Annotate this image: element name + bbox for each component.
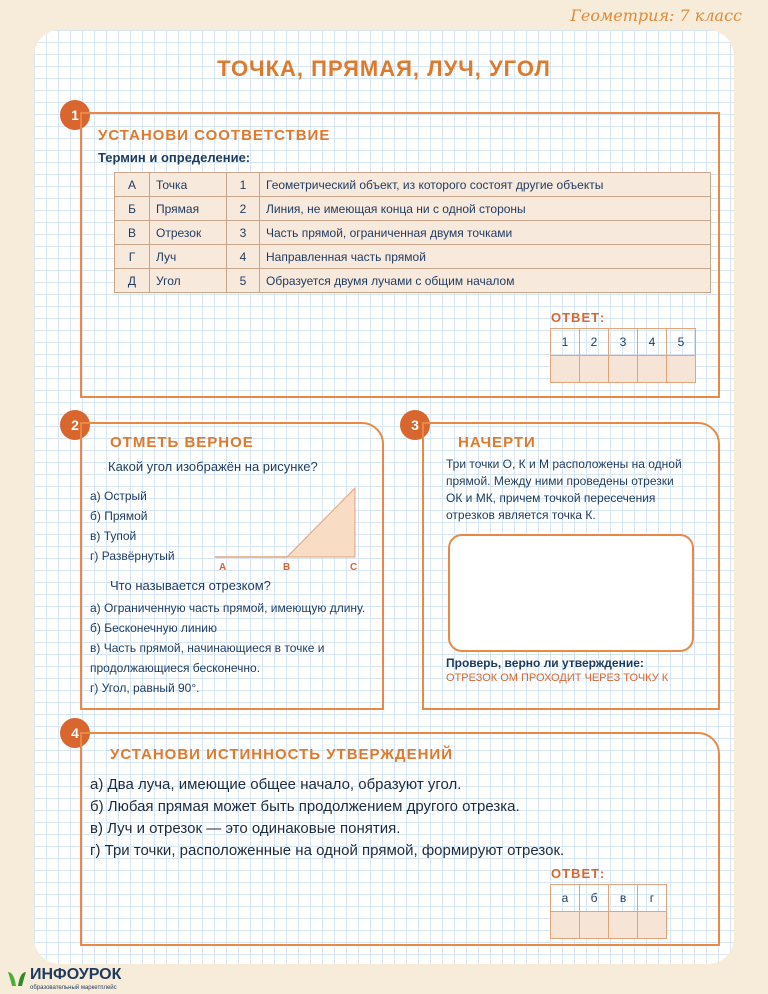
- logo-tagline: образовательный маркетплейс: [30, 985, 117, 991]
- term-definition: Образуется двумя лучами с общим началом: [260, 269, 711, 293]
- answer-header-cell: 4: [638, 329, 667, 356]
- statement-item: г) Три точки, расположенные на одной прямой, формируют отрезок.: [90, 842, 565, 859]
- q1-options: [90, 486, 175, 566]
- term-name: Луч: [150, 245, 227, 269]
- term-letter: Б: [115, 197, 150, 221]
- answer-input-cell[interactable]: [551, 912, 580, 939]
- term-letter: В: [115, 221, 150, 245]
- term-definition: Направленная часть прямой: [260, 245, 711, 269]
- answer-input-cell[interactable]: [638, 912, 667, 939]
- answer-grid-4[interactable]: [550, 884, 667, 939]
- section-2-title: ОТМЕТЬ ВЕРНОЕ: [110, 434, 254, 451]
- section-1-subtitle: Термин и определение:: [98, 150, 251, 165]
- answer-input-cell[interactable]: [580, 356, 609, 383]
- task-text-line: Три точки О, К и М расположены на одной: [446, 457, 682, 471]
- infourok-logo-icon: [6, 968, 28, 988]
- term-name: Отрезок: [150, 221, 227, 245]
- q2-options: [90, 598, 365, 698]
- statement-item: б) Любая прямая может быть продолжением другого отрезка.: [90, 798, 520, 815]
- statements-list: [90, 774, 564, 862]
- label-c: C: [350, 562, 358, 572]
- term-number: 4: [227, 245, 260, 269]
- section-1-title: УСТАНОВИ СООТВЕТСТВИЕ: [98, 127, 331, 144]
- statement-item: а) Два луча, имеющие общее начало, образуют угол.: [90, 776, 462, 793]
- answer-header-cell: г: [638, 885, 667, 912]
- answer-header-cell: в: [609, 885, 638, 912]
- section-badge-2: 2: [60, 410, 90, 440]
- answer-header-cell: 1: [551, 329, 580, 356]
- angle-triangle: [287, 488, 355, 557]
- answer-input-cell[interactable]: [609, 912, 638, 939]
- section-badge-4: 4: [60, 718, 90, 748]
- term-row: [115, 221, 711, 245]
- answer-grid-1[interactable]: [550, 328, 696, 383]
- answer-header-cell: а: [551, 885, 580, 912]
- answer-label-1: ОТВЕТ:: [551, 310, 606, 325]
- term-letter: Г: [115, 245, 150, 269]
- option-item: б) Прямой: [90, 509, 148, 523]
- answer-label-4: ОТВЕТ:: [551, 866, 606, 881]
- option-item: в) Часть прямой, начинающиеся в точке и: [90, 641, 325, 655]
- term-row: [115, 269, 711, 293]
- term-row: [115, 245, 711, 269]
- q1-text: Какой угол изображён на рисунке?: [108, 459, 318, 474]
- term-definition: Линия, не имеющая конца ни с одной стороны: [260, 197, 711, 221]
- answer-header-cell: 2: [580, 329, 609, 356]
- option-item: г) Развёрнутый: [90, 549, 175, 563]
- drawing-box[interactable]: [448, 534, 694, 652]
- terms-table: [114, 172, 711, 293]
- option-item: а) Ограниченную часть прямой, имеющую длину.: [90, 601, 366, 615]
- term-name: Угол: [150, 269, 227, 293]
- check-label: Проверь, верно ли утверждение:: [446, 656, 644, 670]
- answer-input-cell[interactable]: [638, 356, 667, 383]
- task-text-line: отрезков является точка К.: [446, 508, 596, 522]
- statement-item: в) Луч и отрезок — это одинаковые понятия.: [90, 820, 401, 837]
- term-number: 5: [227, 269, 260, 293]
- answer-input-cell[interactable]: [667, 356, 696, 383]
- option-item: в) Тупой: [90, 529, 137, 543]
- section-4-title: УСТАНОВИ ИСТИННОСТЬ УТВЕРЖДЕНИЙ: [110, 746, 453, 763]
- label-a: A: [219, 562, 227, 572]
- term-row: [115, 197, 711, 221]
- logo-name: ИНФОУРОК: [30, 966, 122, 983]
- check-statement: ОТРЕЗОК ОМ ПРОХОДИТ ЧЕРЕЗ ТОЧКУ К: [446, 672, 669, 684]
- term-row: [115, 173, 711, 197]
- option-item: продолжающиеся бесконечно.: [90, 661, 261, 675]
- term-letter: А: [115, 173, 150, 197]
- answer-input-cell[interactable]: [609, 356, 638, 383]
- section-badge-3: 3: [400, 410, 430, 440]
- answer-header-cell: 5: [667, 329, 696, 356]
- term-letter: Д: [115, 269, 150, 293]
- answer-input-cell[interactable]: [551, 356, 580, 383]
- label-b: B: [283, 562, 291, 572]
- term-number: 2: [227, 197, 260, 221]
- page-title: ТОЧКА, ПРЯМАЯ, ЛУЧ, УГОЛ: [217, 56, 551, 81]
- term-name: Точка: [150, 173, 227, 197]
- angle-figure: [205, 484, 365, 572]
- subject-header: Геометрия: 7 класс: [570, 6, 742, 25]
- option-item: г) Угол, равный 90°.: [90, 681, 200, 695]
- term-number: 3: [227, 221, 260, 245]
- term-number: 1: [227, 173, 260, 197]
- task-text-line: ОК и МК, причем точкой пересечения: [446, 491, 656, 505]
- option-item: б) Бесконечную линию: [90, 621, 217, 635]
- section-3-text: [446, 456, 682, 524]
- answer-header-cell: 3: [609, 329, 638, 356]
- term-definition: Геометрический объект, из которого состоят другие объекты: [260, 173, 711, 197]
- q2-text: Что называется отрезком?: [110, 578, 271, 593]
- term-name: Прямая: [150, 197, 227, 221]
- term-definition: Часть прямой, ограниченная двумя точками: [260, 221, 711, 245]
- section-3-title: НАЧЕРТИ: [458, 434, 536, 451]
- section-badge-1: 1: [60, 100, 90, 130]
- option-item: а) Острый: [90, 489, 147, 503]
- answer-header-cell: б: [580, 885, 609, 912]
- answer-input-cell[interactable]: [580, 912, 609, 939]
- task-text-line: прямой. Между ними проведены отрезки: [446, 474, 674, 488]
